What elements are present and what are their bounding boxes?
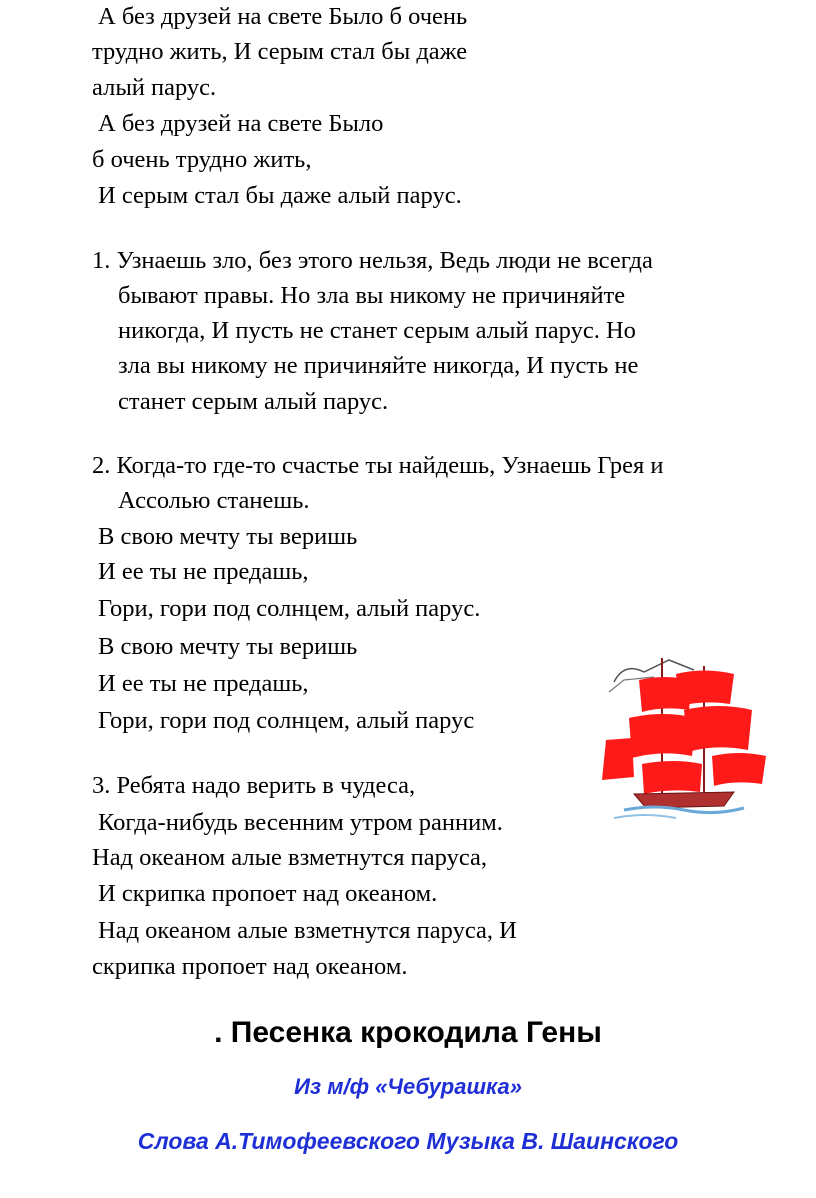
verse3-line-5: Над океаном алые взметнутся паруса, И [98,917,517,944]
verse3-line-1: 3. Ребята надо верить в чудеса, [92,772,416,799]
chorus-line-3: алый парус. [92,74,217,101]
verse1-line-5: станет серым алый парус. [118,388,389,415]
chorus-line-1: А без друзей на свете Было б очень [98,3,468,30]
verse3-line-2: Когда-нибудь весенним утром ранним. [98,809,503,836]
chorus-line-2: трудно жить, И серым стал бы даже [92,38,468,65]
verse2-line-1: 2. Когда-то где-то счастье ты найдешь, Узнаешь Грея и [92,452,664,479]
verse2-line-4: И ее ты не предашь, [98,558,309,585]
verse3-line-6: скрипка пропоет над океаном. [92,953,408,980]
song-source: Из м/ф «Чебурашка» [294,1074,522,1099]
verse2-line-6: В свою мечту ты веришь [98,633,358,660]
chorus-line-6: И серым стал бы даже алый парус. [98,182,462,209]
verse2-line-8: Гори, гори под солнцем, алый парус [98,707,475,734]
song-credits: Слова А.Тимофеевского Музыка В. Шаинского [137,1128,679,1154]
verse3-line-3: Над океаном алые взметнутся паруса, [92,844,488,871]
verse2-line-2: Ассолью станешь. [118,487,310,514]
red-sail-ship-icon [584,652,774,822]
chorus-line-5: б очень трудно жить, [92,146,312,173]
verse3-line-4: И скрипка пропоет над океаном. [98,880,438,907]
verse1-line-1: 1. Узнаешь зло, без этого нельзя, Ведь люди не всегда [92,247,653,274]
verse2-line-5: Гори, гори под солнцем, алый парус. [98,595,481,622]
verse1-line-3: никогда, И пусть не станет серым алый парус. Но [118,317,636,344]
song-title: . Песенка крокодила Гены [214,1016,602,1049]
verse1-line-4: зла вы никому не причиняйте никогда, И пусть не [118,352,639,379]
verse2-line-7: И ее ты не предашь, [98,670,309,697]
verse2-line-3: В свою мечту ты веришь [98,523,358,550]
chorus-line-4: А без друзей на свете Было [98,110,384,137]
verse1-line-2: бывают правы. Но зла вы никому не причиняйте [118,282,626,309]
